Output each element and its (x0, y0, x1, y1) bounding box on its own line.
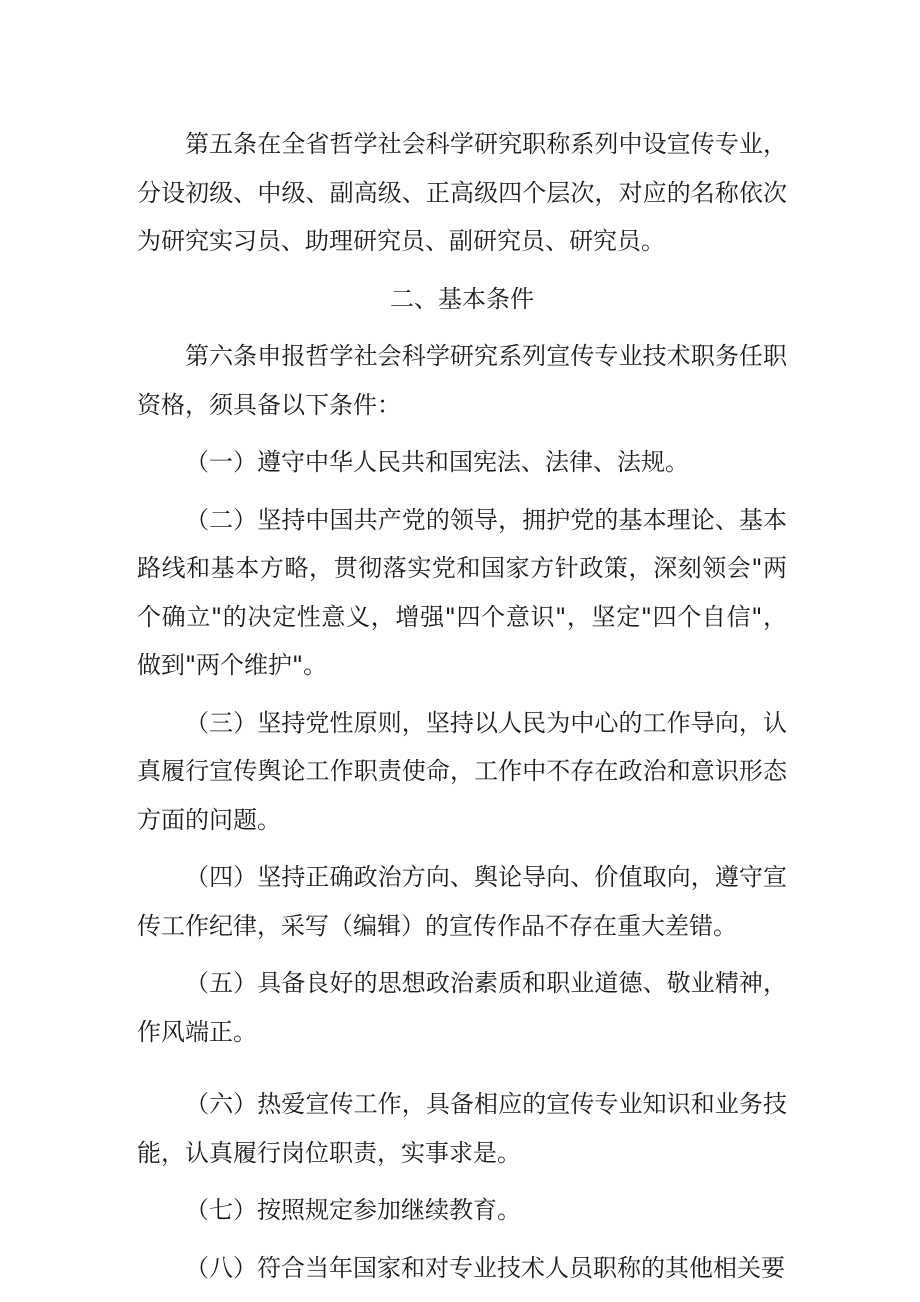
condition-1: （一）遵守中华人民共和国宪法、法律、法规。 (185, 448, 689, 476)
condition-6: （六）热爱宣传工作，具备相应的宣传专业知识和业务技能，认真履行岗位职责，实事求是。 (137, 1090, 787, 1167)
condition-4: （四）坚持正确政治方向、舆论导向、价值取向，遵守宣传工作纪律，采写（编辑）的宣传作品不存在重大差错。 (137, 863, 787, 940)
section-heading-basic-conditions: 二、基本条件 (390, 284, 534, 313)
article-5-paragraph: 第五条在全省哲学社会科学研究职称系列中设宣传专业，分设初级、中级、副高级、正高级四个层次，对应的名称依次为研究实习员、助理研究员、副研究员、研究员。 (137, 130, 787, 255)
condition-8: （八）符合当年国家和对专业技术人员职称的其他相关要 (185, 1253, 785, 1282)
article-6-intro: 第六条申报哲学社会科学研究系列宣传专业技术职务任职资格，须具备以下条件： (137, 342, 787, 419)
condition-7: （七）按照规定参加继续教育。 (185, 1196, 521, 1224)
condition-5: （五）具备良好的思想政治素质和职业道德、敬业精神，作风端正。 (137, 969, 787, 1046)
condition-2: （二）坚持中国共产党的领导，拥护党的基本理论、基本路线和基本方略，贯彻落实党和国家方针政策，深刻领会"两个确立"的决定性意义，增强"四个意识"，坚定"四个自信"，做到"两个维护"。 (137, 505, 787, 679)
document-body (137, 120, 787, 1301)
condition-3: （三）坚持党性原则，坚持以人民为中心的工作导向，认真履行宣传舆论工作职责使命，工作中不存在政治和意识形态方面的问题。 (137, 708, 787, 834)
